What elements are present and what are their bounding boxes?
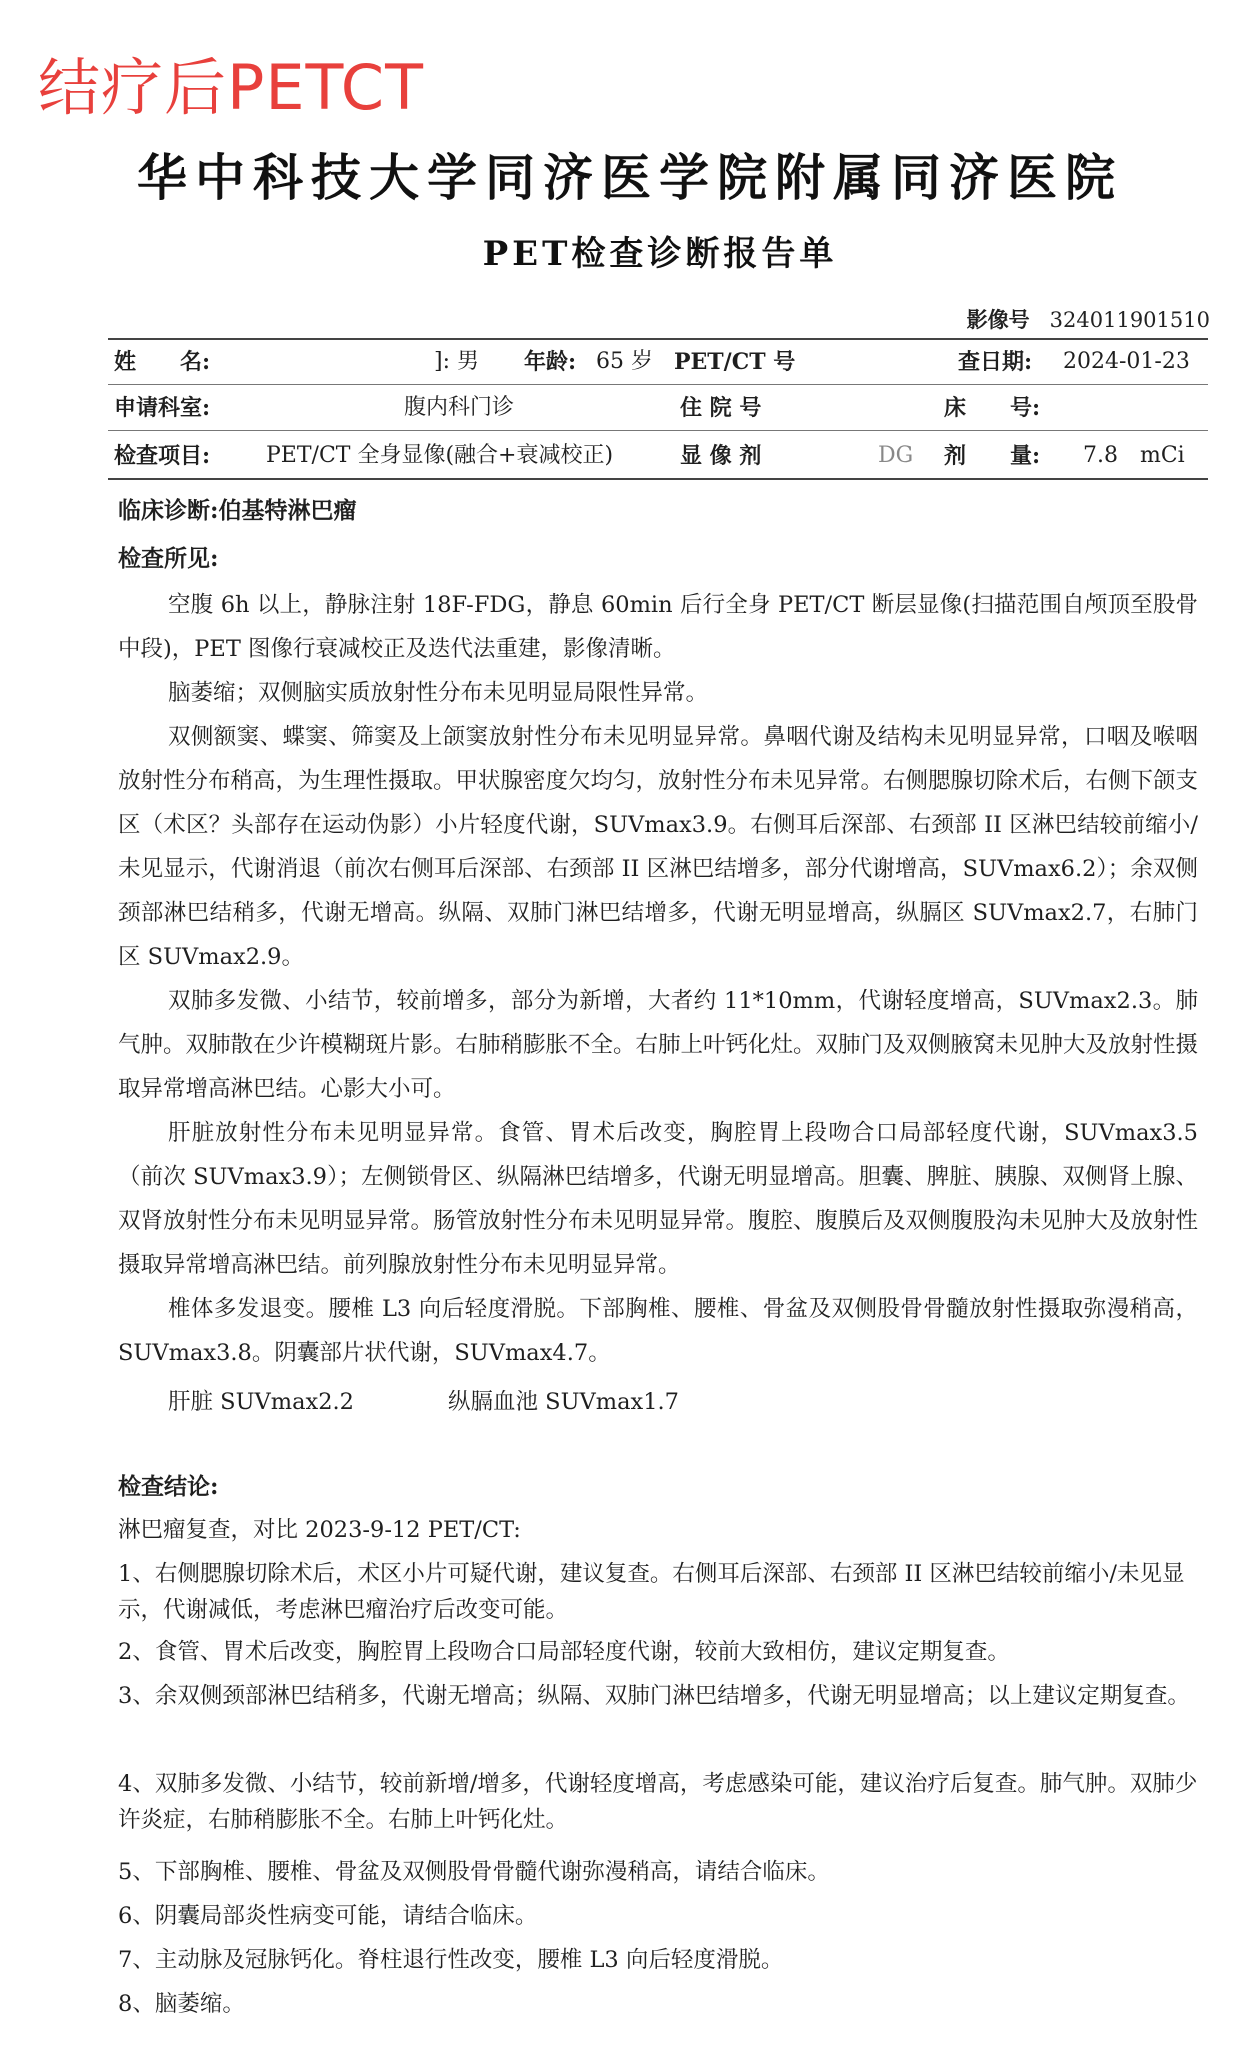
dose-value: 7.8 mCi: [1083, 443, 1185, 468]
petct-number-label: PET/CT 号: [674, 349, 796, 375]
conclusion-item-2: 2、食管、胃术后改变，胸腔胃上段吻合口局部轻度代谢，较前大致相仿，建议定期复查。: [118, 1639, 1010, 1665]
conclusion-item-8: 8、脑萎缩。: [118, 1991, 245, 2017]
image-number-label: 影像号: [966, 307, 1030, 332]
sex-field: ]: 男: [434, 349, 479, 374]
name-label: 姓 名:: [114, 349, 211, 375]
exam-item-label: 检查项目:: [114, 443, 211, 469]
conclusion-item-4: 4、双肺多发微、小结节，较前新增/增多，代谢轻度增高，考虑感染可能，建议治疗后复查。肺气肿。双肺少许炎症，右肺稍膨胀不全。右肺上叶钙化灶。: [118, 1771, 1198, 1833]
hospital-name: 华中科技大学同济医学院附属同济医院: [137, 148, 1123, 207]
clinical-diagnosis: 临床诊断:伯基特淋巴瘤: [118, 497, 357, 524]
divider: [108, 478, 1208, 480]
suv-liver: 肝脏 SUVmax2.2: [168, 1389, 354, 1415]
exam-date-value: 2024-01-23: [1063, 349, 1190, 374]
age-value: 65 岁: [596, 349, 653, 374]
finding-paragraph-1: 空腹 6h 以上，静脉注射 18F-FDG，静息 60min 后行全身 PET/CT 断层显像(扫描范围自颅顶至股骨中段)，PET 图像行衰减校正及迭代法重建，影像清晰。: [118, 592, 1198, 662]
conclusion-item-7: 7、主动脉及冠脉钙化。脊柱退行性改变，腰椎 L3 向后轻度滑脱。: [118, 1947, 784, 1973]
age-label: 年龄:: [524, 349, 577, 375]
conclusion-intro: 淋巴瘤复查，对比 2023-9-12 PET/CT:: [118, 1517, 521, 1543]
finding-paragraph-4: 双肺多发微、小结节，较前增多，部分为新增，大者约 11*10mm，代谢轻度增高，SUVmax2.3。肺气肿。双肺散在少许模糊斑片影。右肺稍膨胀不全。右肺上叶钙化灶。双肺门及双侧腋窝未见肿大及放射性摄取异常增高淋巴结。心影大小可。: [118, 988, 1199, 1102]
exam-item-value: PET/CT 全身显像(融合+衰减校正): [266, 443, 614, 468]
annotation-title: 结疗后PETCT: [38, 51, 424, 124]
image-number: [967, 304, 1210, 334]
inpatient-label: 住 院 号: [680, 395, 762, 421]
agent-value: DG: [878, 443, 914, 468]
suv-blood-pool: 纵膈血池 SUVmax1.7: [448, 1389, 679, 1415]
divider: [108, 430, 1208, 431]
dept-value: 腹内科门诊: [404, 395, 515, 420]
conclusion-item-5: 5、下部胸椎、腰椎、骨盆及双侧股骨骨髓代谢弥漫稍高，请结合临床。: [118, 1859, 830, 1885]
finding-paragraph-5: 肝脏放射性分布未见明显异常。食管、胃术后改变，胸腔胃上段吻合口局部轻度代谢，SUVmax3.5（前次 SUVmax3.9）；左侧锁骨区、纵隔淋巴结增多，代谢无明显增高。胆囊、脾脏、胰腺、双侧肾上腺、双肾放射性分布未见明显异常。肠管放射性分布未见明显异常。腹腔、腹膜后及双侧腹股沟未见肿大及放射性摄取异常增高淋巴结。前列腺放射性分布未见明显异常。: [118, 1120, 1199, 1278]
finding-paragraph-2: 脑萎缩；双侧脑实质放射性分布未见明显局限性异常。: [168, 680, 709, 706]
finding-paragraph-3: 双侧额窦、蝶窦、筛窦及上颌窦放射性分布未见明显异常。鼻咽代谢及结构未见明显异常，口咽及喉咽放射性分布稍高，为生理性摄取。甲状腺密度欠均匀，放射性分布未见异常。右侧腮腺切除术后，右侧下颌支区（术区？头部存在运动伪影）小片轻度代谢，SUVmax3.9。右侧耳后深部、右颈部 II 区淋巴结较前缩小/未见显示，代谢消退（前次右侧耳后深部、右颈部 II 区淋巴结增多，部分代谢增高，SUVmax6.2）；余双侧颈部淋巴结稍多，代谢无增高。纵隔、双肺门淋巴结增多，代谢无明显增高，纵膈区 SUVmax2.7，右肺门区 SUVmax2.9。: [118, 724, 1199, 970]
report-title: PET检查诊断报告单: [482, 234, 838, 274]
bed-label: 床 号:: [944, 395, 1041, 421]
agent-label: 显 像 剂: [680, 443, 762, 469]
image-number-value: 324011901510: [1049, 308, 1210, 332]
conclusion-item-1: 1、右侧腮腺切除术后，术区小片可疑代谢，建议复查。右侧耳后深部、右颈部 II 区淋巴结较前缩小/未见显示，代谢减低，考虑淋巴瘤治疗后改变可能。: [118, 1561, 1185, 1623]
finding-paragraph-6: 椎体多发退变。腰椎 L3 向后轻度滑脱。下部胸椎、腰椎、骨盆及双侧股骨骨髓放射性摄取弥漫稍高，SUVmax3.8。阴囊部片状代谢，SUVmax4.7。: [118, 1296, 1198, 1366]
findings-title: 检查所见:: [118, 545, 219, 572]
dose-label: 剂 量:: [944, 443, 1041, 469]
exam-date-label: 查日期:: [958, 349, 1033, 375]
conclusion-title: 检查结论:: [118, 1473, 219, 1500]
conclusion-item-6: 6、阴囊局部炎性病变可能，请结合临床。: [118, 1903, 538, 1929]
conclusion-item-3: 3、余双侧颈部淋巴结稍多，代谢无增高；纵隔、双肺门淋巴结增多，代谢无明显增高；以上建议定期复查。: [118, 1683, 1190, 1709]
dept-label: 申请科室:: [114, 395, 211, 421]
